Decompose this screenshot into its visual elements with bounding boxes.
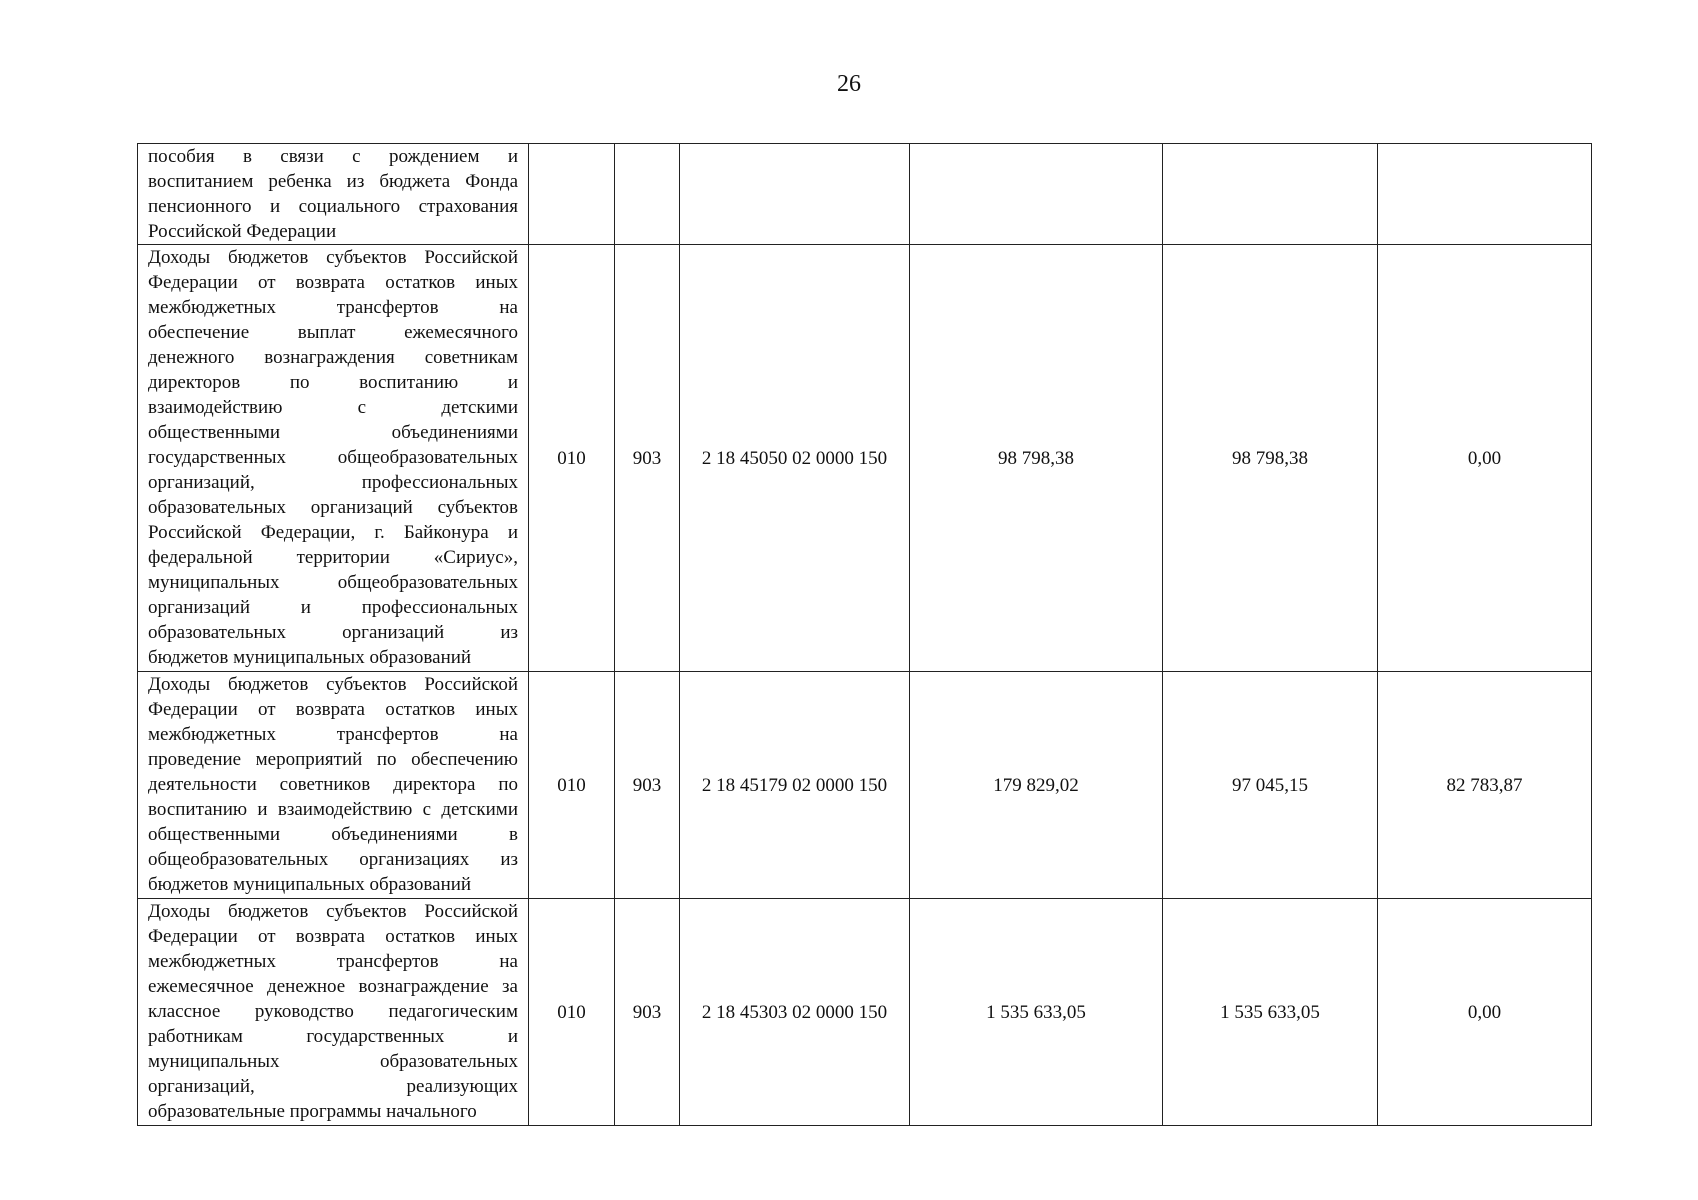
amount-part-1-cell bbox=[1163, 144, 1378, 245]
amount-part-2-cell: 0,00 bbox=[1378, 245, 1592, 672]
description-line: Федерации от возврата остатков иных bbox=[148, 699, 518, 720]
description-line: федеральной территории «Сириус», bbox=[148, 547, 518, 568]
description-line: организаций и профессиональных bbox=[148, 597, 518, 618]
description-line: денежного вознаграждения советникам bbox=[148, 347, 518, 368]
description-line: воспитанию и взаимодействию с детскими bbox=[148, 799, 518, 820]
description-line: муниципальных образовательных bbox=[148, 1051, 518, 1072]
description-line: воспитанием ребенка из бюджета Фонда bbox=[148, 171, 518, 192]
description-line: классное руководство педагогическим bbox=[148, 1001, 518, 1022]
income-description bbox=[148, 245, 518, 670]
description-line: Федерации от возврата остатков иных bbox=[148, 926, 518, 947]
budget-classification-code-cell: 2 18 45179 02 0000 150 bbox=[680, 672, 910, 899]
description-line: образовательных организаций субъектов bbox=[148, 497, 518, 518]
amount-total-cell: 179 829,02 bbox=[910, 672, 1163, 899]
budget-classification-code-cell bbox=[680, 144, 910, 245]
description-line: бюджетов муниципальных образований bbox=[148, 647, 472, 668]
description-line: Российской Федерации, г. Байконура и bbox=[148, 522, 518, 543]
income-description-cell bbox=[138, 899, 529, 1126]
description-line: Доходы бюджетов субъектов Российской bbox=[148, 247, 518, 268]
chief-admin-code-cell: 903 bbox=[615, 245, 680, 672]
income-description bbox=[148, 899, 518, 1124]
amount-part-1-cell: 1 535 633,05 bbox=[1163, 899, 1378, 1126]
description-line: образовательные программы начального bbox=[148, 1101, 477, 1122]
description-line: директоров по воспитанию и bbox=[148, 372, 518, 393]
table-row bbox=[138, 245, 1592, 672]
description-line: пособия в связи с рождением и bbox=[148, 146, 518, 167]
page-number: 26 bbox=[837, 71, 861, 97]
description-line: Российской Федерации bbox=[148, 221, 337, 242]
description-line: образовательных организаций из bbox=[148, 622, 518, 643]
description-line: проведение мероприятий по обеспечению bbox=[148, 749, 518, 770]
admin-code-cell: 010 bbox=[529, 245, 615, 672]
description-line: обеспечение выплат ежемесячного bbox=[148, 322, 518, 343]
description-line: муниципальных общеобразовательных bbox=[148, 572, 518, 593]
description-line: общеобразовательных организациях из bbox=[148, 849, 518, 870]
description-line: бюджетов муниципальных образований bbox=[148, 874, 472, 895]
table-row bbox=[138, 672, 1592, 899]
admin-code-cell bbox=[529, 144, 615, 245]
budget-classification-code-cell: 2 18 45303 02 0000 150 bbox=[680, 899, 910, 1126]
budget-classification-code-cell: 2 18 45050 02 0000 150 bbox=[680, 245, 910, 672]
description-line: пенсионного и социального страхования bbox=[148, 196, 518, 217]
table-body bbox=[138, 144, 1592, 1126]
amount-total-cell: 98 798,38 bbox=[910, 245, 1163, 672]
amount-total-cell bbox=[910, 144, 1163, 245]
chief-admin-code-cell: 903 bbox=[615, 899, 680, 1126]
description-line: работникам государственных и bbox=[148, 1026, 518, 1047]
amount-part-2-cell bbox=[1378, 144, 1592, 245]
income-description bbox=[148, 144, 518, 244]
description-line: межбюджетных трансфертов на bbox=[148, 724, 518, 745]
table-row bbox=[138, 144, 1592, 245]
description-line: Доходы бюджетов субъектов Российской bbox=[148, 674, 518, 695]
description-line: Федерации от возврата остатков иных bbox=[148, 272, 518, 293]
description-line: Доходы бюджетов субъектов Российской bbox=[148, 901, 518, 922]
amount-part-1-cell: 98 798,38 bbox=[1163, 245, 1378, 672]
income-description bbox=[148, 672, 518, 897]
income-description-cell bbox=[138, 144, 529, 245]
description-line: деятельности советников директора по bbox=[148, 774, 518, 795]
chief-admin-code-cell: 903 bbox=[615, 672, 680, 899]
amount-part-2-cell: 0,00 bbox=[1378, 899, 1592, 1126]
amount-part-1-cell: 97 045,15 bbox=[1163, 672, 1378, 899]
income-description-cell bbox=[138, 245, 529, 672]
income-description-cell bbox=[138, 672, 529, 899]
admin-code-cell: 010 bbox=[529, 672, 615, 899]
amount-total-cell: 1 535 633,05 bbox=[910, 899, 1163, 1126]
description-line: взаимодействию с детскими bbox=[148, 397, 518, 418]
description-line: ежемесячное денежное вознаграждение за bbox=[148, 976, 518, 997]
description-line: межбюджетных трансфертов на bbox=[148, 297, 518, 318]
description-line: организаций, профессиональных bbox=[148, 472, 518, 493]
description-line: межбюджетных трансфертов на bbox=[148, 951, 518, 972]
description-line: организаций, реализующих bbox=[148, 1076, 518, 1097]
admin-code-cell: 010 bbox=[529, 899, 615, 1126]
chief-admin-code-cell bbox=[615, 144, 680, 245]
description-line: общественными объединениями в bbox=[148, 824, 518, 845]
table-row bbox=[138, 899, 1592, 1126]
amount-part-2-cell: 82 783,87 bbox=[1378, 672, 1592, 899]
description-line: общественными объединениями bbox=[148, 422, 518, 443]
description-line: государственных общеобразовательных bbox=[148, 447, 518, 468]
budget-revenue-table bbox=[137, 143, 1592, 1126]
